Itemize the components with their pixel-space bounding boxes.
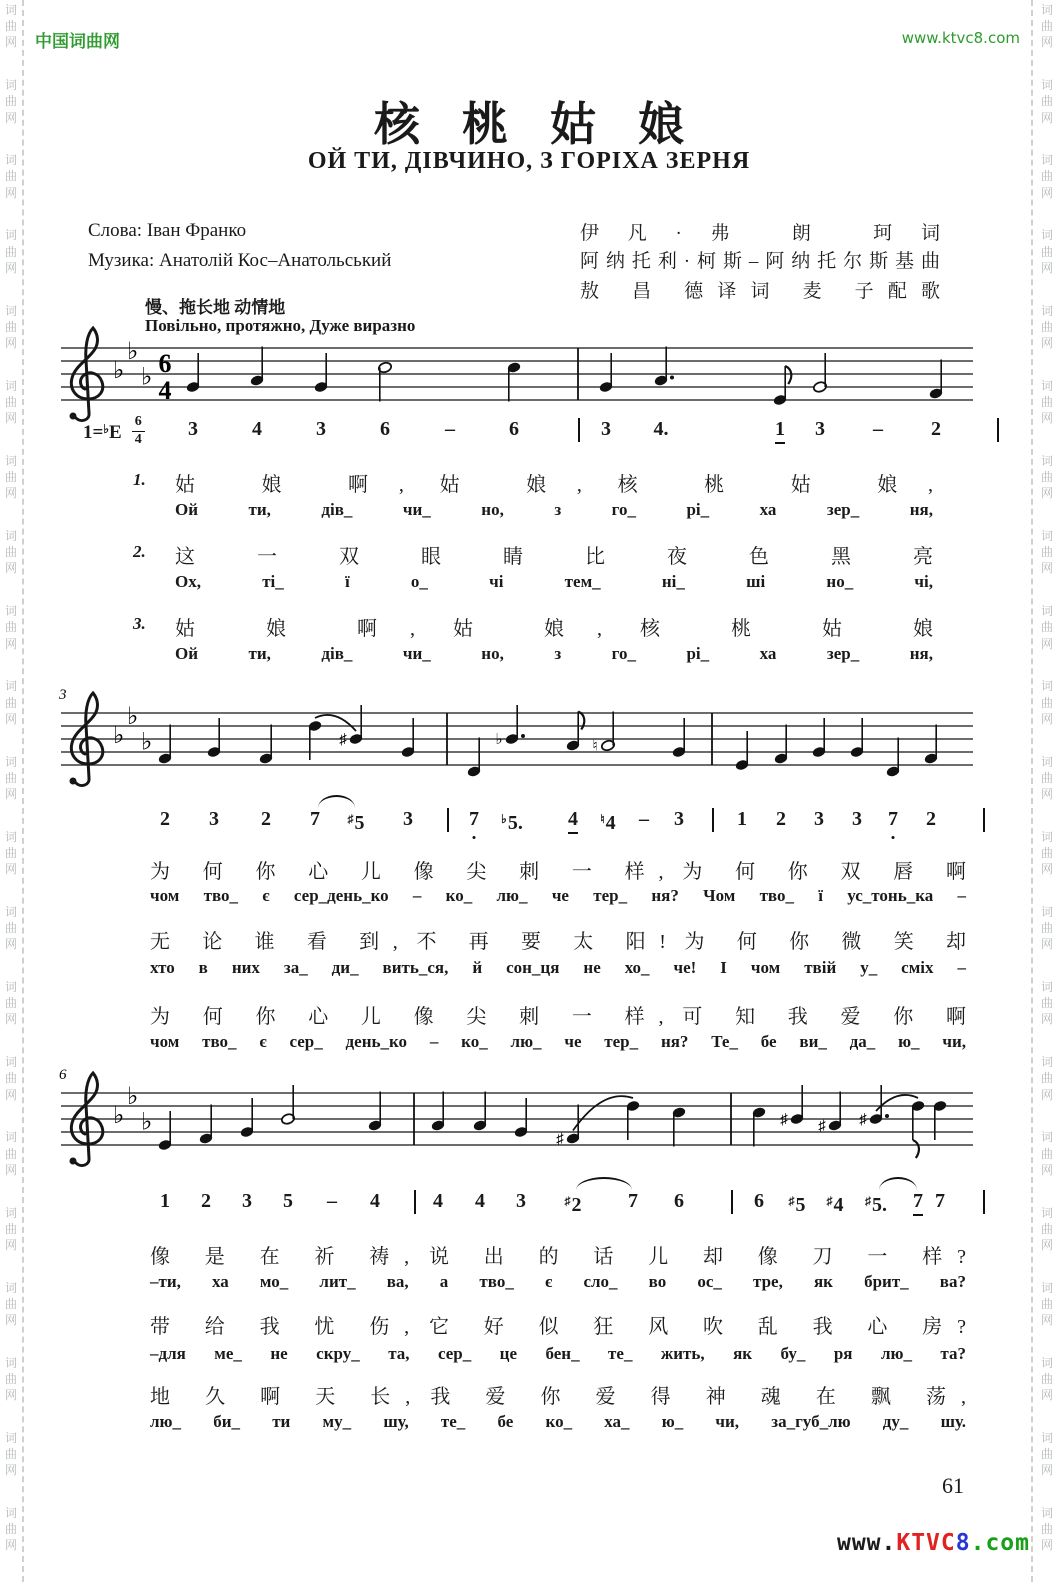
jianpu-note: – <box>639 808 649 830</box>
lyrics-line-uk: чом тво_ є сер_ день_ко – ко_ лю_ че тер_ ня? Те_ бе ви_ да_ ю_ чи, <box>150 1032 966 1051</box>
jianpu-note: 3 <box>316 418 326 440</box>
svg-text:♭: ♭ <box>113 723 125 749</box>
lyricist-credit: Слова: Іван Франко <box>88 220 247 241</box>
svg-text:6: 6 <box>158 349 172 378</box>
jianpu-note: – <box>873 418 883 440</box>
jianpu-note: ♮4 <box>600 812 616 834</box>
jianpu-note: 3 <box>814 808 824 830</box>
jianpu-note: 4 <box>433 1190 443 1212</box>
svg-text:♭: ♭ <box>141 364 153 391</box>
svg-text:♭: ♭ <box>141 1109 153 1136</box>
jianpu-note: ♯5 <box>788 1194 806 1216</box>
lyrics-line-uk: Ой ти, дів_ чи_ но, з го_ рі_ ха зер_ ня, <box>175 500 933 519</box>
slur <box>576 1177 632 1190</box>
left-dashed-border <box>22 0 24 1582</box>
barline <box>731 1190 733 1214</box>
jianpu-note: 7 <box>628 1190 638 1212</box>
lyrics-line-uk: Ох, ті_ ї о_ чі тем_ ні_ ші но_ чі, <box>175 572 933 591</box>
lyrics-line-zh: 像 是 在 祈 祷, 说 出 的 话 儿 却 像 刀 一 样? <box>150 1246 966 1268</box>
lyrics-line-zh: 无 论 谁 看 到, 不 再 要 太 阳! 为 何 你 微 笑 却 <box>150 931 966 953</box>
lyrics-line-uk: Ой ти, дів_ чи_ но, з го_ рі_ ха зер_ ня, <box>175 644 933 663</box>
lyrics-line-zh: 为 何 你 心 儿 像 尖 刺 一 样, 可 知 我 爱 你 啊 <box>150 1006 966 1028</box>
lyrics-line-uk: –ти, ха мо_ лит_ ва, а тво_ є сло_ во ос_ тре, як брит_ ва? <box>150 1272 966 1291</box>
logo-segment: www. <box>836 1530 897 1556</box>
jianpu-note: ♯5. <box>865 1194 887 1216</box>
jianpu-note: 3 <box>403 808 413 830</box>
jianpu-note: 2 <box>931 418 941 440</box>
svg-text:6: 6 <box>59 1067 67 1083</box>
logo-segment: .com <box>970 1530 1030 1556</box>
barline <box>447 808 449 832</box>
lyrics-line-zh: 姑 娘 啊, 姑 娘, 核 桃 姑 娘 <box>175 618 933 640</box>
verse-number: 2. <box>133 542 146 561</box>
tempo-marking-chinese: 慢、拖长地 动情地 <box>145 298 286 317</box>
jianpu-note: – <box>445 418 455 440</box>
ktvc8-logo[interactable] <box>837 1530 1030 1556</box>
jianpu-note: ♭5. <box>501 812 523 834</box>
page-number: 61 <box>942 1473 964 1498</box>
lyricist-credit-chinese: 伊凡·弗 朗 珂词 <box>580 223 940 244</box>
svg-text:♭: ♭ <box>141 729 153 756</box>
jianpu-note: 7 <box>888 806 898 832</box>
jianpu-note: 3 <box>815 418 825 440</box>
staff-system-3 <box>55 1063 975 1178</box>
svg-text:♭: ♭ <box>113 1103 125 1129</box>
lyrics-line-uk: чом тво_ є сер_день_ко – ко_ лю_ че тер_ ня? Чом тво_ ї ус_тонь_ка – <box>150 886 966 905</box>
jianpu-note: 2 <box>926 808 936 830</box>
jianpu-note: 6 <box>509 418 519 440</box>
right-dashed-border <box>1031 0 1033 1582</box>
barline <box>414 1190 416 1214</box>
song-title-ukrainian: ОЙ ТИ, ДІВЧИНО, З ГОРІХА ЗЕРНЯ <box>307 148 751 174</box>
jianpu-note: 4 <box>568 806 578 834</box>
jianpu-note: 5 <box>283 1190 293 1212</box>
jianpu-note: 3 <box>188 418 198 440</box>
lyrics-line-uk: –для ме_ не скру_ та, сер_ це бен_ те_ жить, як бу_ ря лю_ та? <box>150 1344 966 1363</box>
lyrics-line-zh: 为 何 你 心 儿 像 尖 刺 一 样, 为 何 你 双 唇 啊 <box>150 861 966 883</box>
jianpu-line-2 <box>55 806 985 840</box>
jianpu-note: ♯2 <box>564 1194 582 1216</box>
verse-number: 3. <box>133 614 146 633</box>
jianpu-note: 6 <box>754 1190 764 1212</box>
left-border-watermark: 词 曲 网 词 曲 网 词 曲 网 词 曲 网 词 曲 网 词 曲 网 词 曲 网 词 曲 网 词 曲 网 词 曲 网 词 曲 网 词 曲 网 词 曲 网 词 曲 网 词 曲 网 词 曲 网 词 曲 网 词 曲 网 词 曲 网 词 曲 网 词 曲 网 <box>4 4 17 1553</box>
right-border-watermark: 词 曲 网 词 曲 网 词 曲 网 词 曲 网 词 曲 网 词 曲 网 词 曲 网 词 曲 网 词 曲 网 词 曲 网 词 曲 网 词 曲 网 词 曲 网 词 曲 网 词 曲 网 词 曲 网 词 曲 网 词 曲 网 词 曲 网 词 曲 网 词 曲 网 <box>1040 4 1053 1553</box>
lyrics-line-zh: 带 给 我 忧 伤, 它 好 似 狂 风 吹 乱 我 心 房? <box>150 1316 966 1338</box>
jianpu-note: 7 <box>310 808 320 830</box>
key-signature: 1=♭E $\frac{6}{4}$ <box>83 416 145 448</box>
svg-text:4: 4 <box>158 376 172 405</box>
barline <box>997 418 999 442</box>
svg-text:♭: ♭ <box>127 704 139 730</box>
jianpu-note: – <box>327 1190 337 1212</box>
jianpu-note: 4 <box>370 1190 380 1212</box>
tempo-marking-ukrainian: Повільно, протяжно, Дуже виразно <box>145 316 416 335</box>
svg-text:♭: ♭ <box>113 358 125 384</box>
lyrics-line-zh: 这 一 双 眼 睛 比 夜 色 黑 亮 <box>175 546 933 568</box>
barline <box>578 418 580 442</box>
jianpu-note: 7 <box>469 806 479 832</box>
jianpu-line-3 <box>55 1188 985 1222</box>
composer-credit: Музика: Анатолій Кос–Анатольський <box>88 250 392 271</box>
jianpu-note: 2 <box>201 1190 211 1212</box>
staff-system-2 <box>55 683 975 798</box>
svg-text:♯: ♯ <box>818 1118 826 1135</box>
jianpu-note: 1 <box>160 1190 170 1212</box>
svg-text:♯: ♯ <box>556 1131 564 1148</box>
composer-credit-chinese: 阿纳托利·柯斯–阿纳托尔斯基曲 <box>580 251 940 272</box>
jianpu-note: 3 <box>852 808 862 830</box>
barline <box>983 1190 985 1214</box>
site-name-link[interactable]: 中国词曲网 <box>35 32 120 52</box>
jianpu-note: 6 <box>380 418 390 440</box>
svg-text:♯: ♯ <box>859 1112 867 1128</box>
jianpu-note: 4 <box>252 418 262 440</box>
jianpu-note: ♯5 <box>347 812 365 834</box>
jianpu-note: 2 <box>160 808 170 830</box>
jianpu-note: 4. <box>653 418 669 440</box>
jianpu-note: 2 <box>776 808 786 830</box>
lyrics-line-zh: 姑 娘 啊, 姑 娘, 核 桃 姑 娘, <box>175 474 933 496</box>
jianpu-note: 4 <box>475 1190 485 1212</box>
svg-text:♮: ♮ <box>592 738 598 755</box>
logo-segment: 8 <box>955 1530 971 1556</box>
svg-text:♭: ♭ <box>127 339 139 365</box>
slur <box>879 1177 917 1190</box>
lyrics-line-uk: лю_ би_ ти му_ шу, те_ бе ко_ ха_ ю_ чи, за_губ_лю ду_ шу. <box>150 1412 966 1431</box>
jianpu-note: 7 <box>913 1188 923 1216</box>
jianpu-note: 1 <box>775 416 785 444</box>
svg-text:♭: ♭ <box>495 732 503 748</box>
jianpu-note: 1 <box>737 808 747 830</box>
site-url-link[interactable]: www.ktvc8.com <box>901 29 1020 47</box>
lyrics-line-zh: 地 久 啊 天 长, 我 爱 你 爱 得 神 魂 在 飘 荡, <box>150 1386 966 1408</box>
jianpu-note: 3 <box>242 1190 252 1212</box>
translator-credit-chinese: 敖 昌 德译词 麦 子配歌 <box>580 281 940 302</box>
lyrics-line-uk: хто в них за_ ди_ вить_ся, й сон_ця не хо_ че! І чом твій у_ сміх – <box>150 958 966 977</box>
svg-text:♯: ♯ <box>780 1112 788 1128</box>
jianpu-note: 3 <box>674 808 684 830</box>
jianpu-note: 3 <box>601 418 611 440</box>
verse-number: 1. <box>133 470 146 489</box>
jianpu-note: 3 <box>209 808 219 830</box>
svg-text:3: 3 <box>59 687 67 703</box>
jianpu-note: ♯4 <box>826 1194 844 1216</box>
svg-text:♯: ♯ <box>339 732 347 748</box>
barline <box>712 808 714 832</box>
jianpu-note: 6 <box>674 1190 684 1212</box>
jianpu-note: 7 <box>935 1190 945 1212</box>
jianpu-note: 2 <box>261 808 271 830</box>
svg-text:♭: ♭ <box>127 1084 139 1110</box>
jianpu-line-1 <box>55 416 985 450</box>
song-title-chinese: 核桃姑娘 <box>374 99 726 150</box>
barline <box>983 808 985 832</box>
jianpu-note: 3 <box>516 1190 526 1212</box>
logo-segment: KTVC <box>896 1530 956 1556</box>
